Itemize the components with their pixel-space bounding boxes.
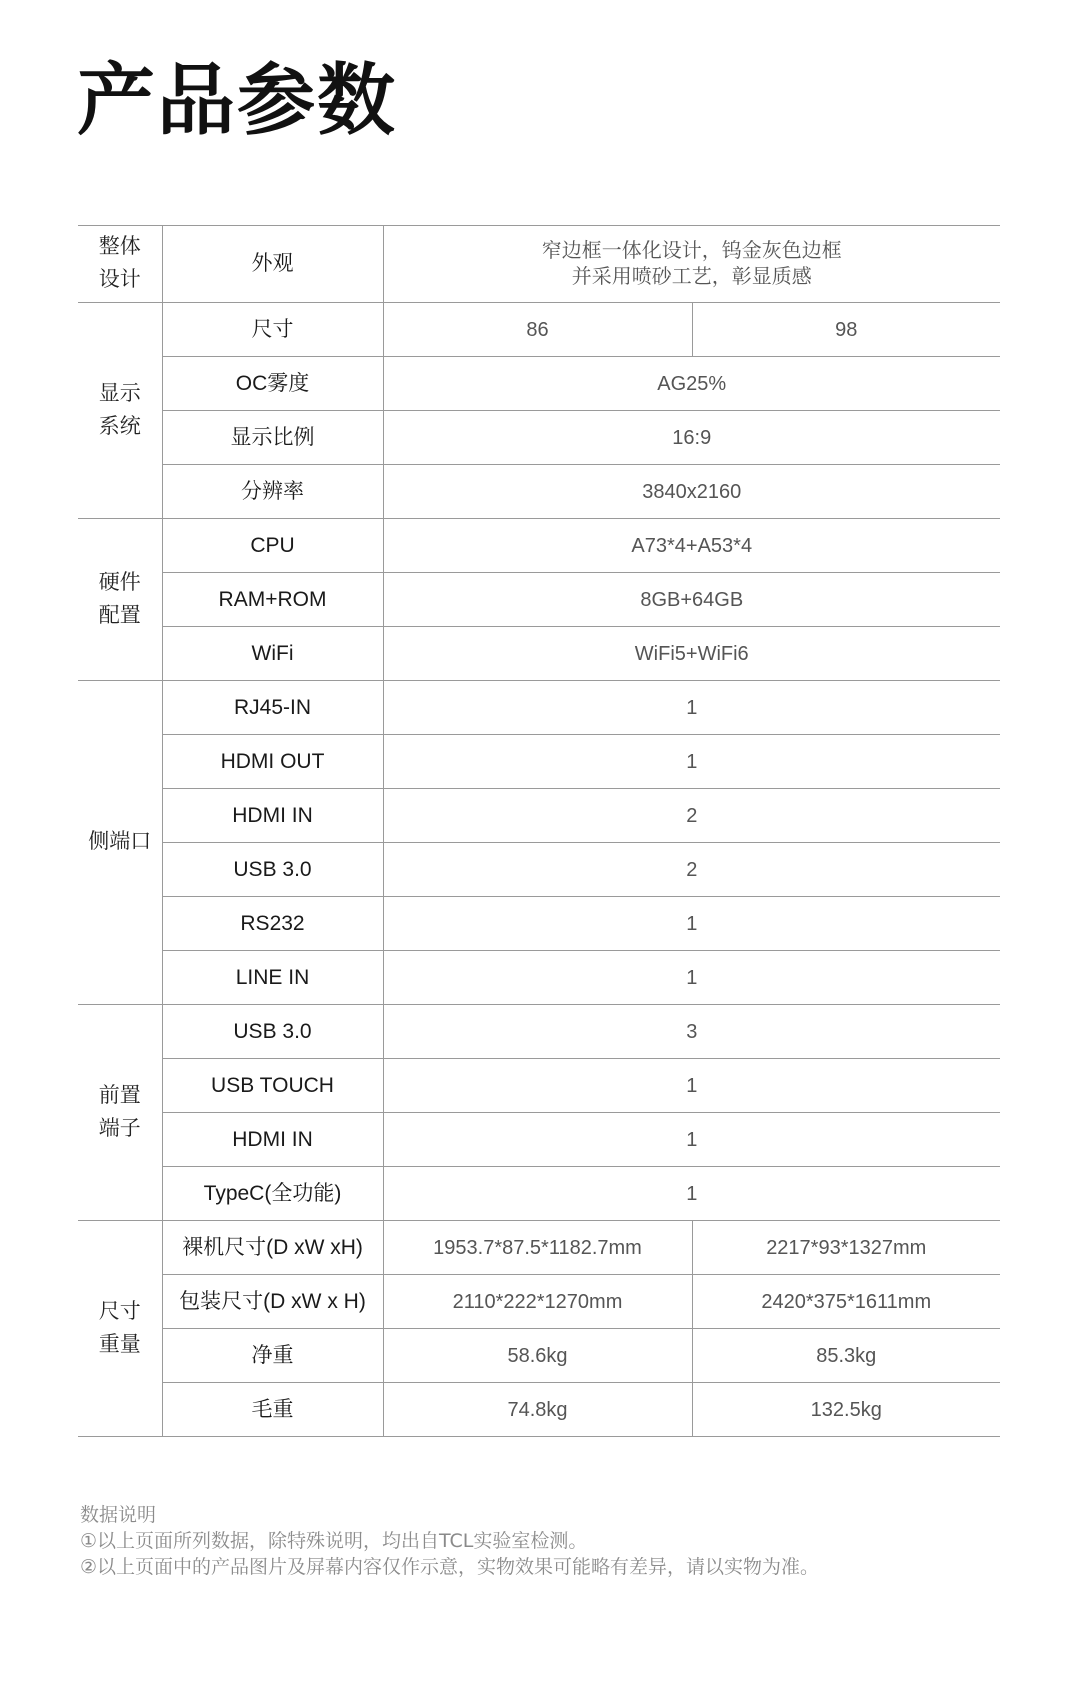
table-row (78, 465, 1000, 519)
param-value: A73*4+A53*4 (383, 519, 1000, 573)
table-row (78, 789, 1000, 843)
param-value: 1 (383, 681, 1000, 735)
table-row (78, 1005, 1000, 1059)
param-value-98: 132.5kg (692, 1383, 1000, 1437)
param-value-86: 58.6kg (383, 1329, 692, 1383)
param-value: 2 (383, 843, 1000, 897)
param-value-86: 86 (383, 303, 692, 357)
param-value: 1 (383, 951, 1000, 1005)
table-row (78, 1059, 1000, 1113)
param-label: CPU (162, 519, 383, 573)
param-label: USB TOUCH (162, 1059, 383, 1113)
category-cell: 前置 端子 (78, 1005, 162, 1221)
param-value-86: 74.8kg (383, 1383, 692, 1437)
param-value: 2 (383, 789, 1000, 843)
data-notes (80, 1502, 819, 1580)
param-label: 裸机尺寸(D xW xH) (162, 1221, 383, 1275)
param-value-98: 2420*375*1611mm (692, 1275, 1000, 1329)
spec-table (78, 225, 1000, 1437)
param-value: 1 (383, 897, 1000, 951)
category-cell: 整体 设计 (78, 226, 162, 303)
param-value: 1 (383, 1167, 1000, 1221)
table-row (78, 226, 1000, 303)
table-row (78, 681, 1000, 735)
notes-heading: 数据说明 (80, 1504, 157, 1526)
param-value-98: 98 (692, 303, 1000, 357)
param-label: LINE IN (162, 951, 383, 1005)
param-value: 8GB+64GB (383, 573, 1000, 627)
table-row (78, 843, 1000, 897)
param-value: 3 (383, 1005, 1000, 1059)
table-row (78, 519, 1000, 573)
table-row (78, 411, 1000, 465)
param-value: 窄边框一体化设计，钨金灰色边框 并采用喷砂工艺，彰显质感 (383, 226, 1000, 303)
param-label: WiFi (162, 627, 383, 681)
table-row (78, 303, 1000, 357)
category-cell: 硬件 配置 (78, 519, 162, 681)
param-label: RJ45-IN (162, 681, 383, 735)
param-label: 分辨率 (162, 465, 383, 519)
param-value-98: 85.3kg (692, 1329, 1000, 1383)
param-value-86: 1953.7*87.5*1182.7mm (383, 1221, 692, 1275)
page-title: 产品参数 (77, 56, 398, 146)
table-row (78, 1167, 1000, 1221)
param-label: TypeC(全功能) (162, 1167, 383, 1221)
table-row (78, 1113, 1000, 1167)
param-label: OC雾度 (162, 357, 383, 411)
param-label: HDMI OUT (162, 735, 383, 789)
param-value: WiFi5+WiFi6 (383, 627, 1000, 681)
param-label: HDMI IN (162, 1113, 383, 1167)
param-label: USB 3.0 (162, 843, 383, 897)
param-value: 1 (383, 735, 1000, 789)
table-row (78, 735, 1000, 789)
param-value: 16:9 (383, 411, 1000, 465)
param-label: 尺寸 (162, 303, 383, 357)
param-value-98: 2217*93*1327mm (692, 1221, 1000, 1275)
param-value: AG25% (383, 357, 1000, 411)
table-row (78, 1383, 1000, 1437)
param-label: HDMI IN (162, 789, 383, 843)
category-cell: 侧端口 (78, 681, 162, 1005)
param-value: 1 (383, 1059, 1000, 1113)
category-cell: 显示 系统 (78, 303, 162, 519)
param-label: 净重 (162, 1329, 383, 1383)
table-row (78, 627, 1000, 681)
param-label: 显示比例 (162, 411, 383, 465)
param-value-86: 2110*222*1270mm (383, 1275, 692, 1329)
param-label: USB 3.0 (162, 1005, 383, 1059)
param-label: 外观 (162, 226, 383, 303)
table-row (78, 573, 1000, 627)
category-cell: 尺寸 重量 (78, 1221, 162, 1437)
notes-line-2: ②以上页面中的产品图片及屏幕内容仅作示意，实物效果可能略有差异，请以实物为准。 (80, 1556, 820, 1578)
param-label: 包装尺寸(D xW x H) (162, 1275, 383, 1329)
table-row (78, 357, 1000, 411)
param-label: 毛重 (162, 1383, 383, 1437)
param-label: RS232 (162, 897, 383, 951)
param-value: 1 (383, 1113, 1000, 1167)
param-value: 3840x2160 (383, 465, 1000, 519)
notes-line-1: ①以上页面所列数据，除特殊说明，均出自TCL实验室检测。 (80, 1530, 588, 1552)
table-row (78, 1329, 1000, 1383)
table-row (78, 951, 1000, 1005)
table-row (78, 897, 1000, 951)
table-row (78, 1275, 1000, 1329)
param-label: RAM+ROM (162, 573, 383, 627)
table-row (78, 1221, 1000, 1275)
